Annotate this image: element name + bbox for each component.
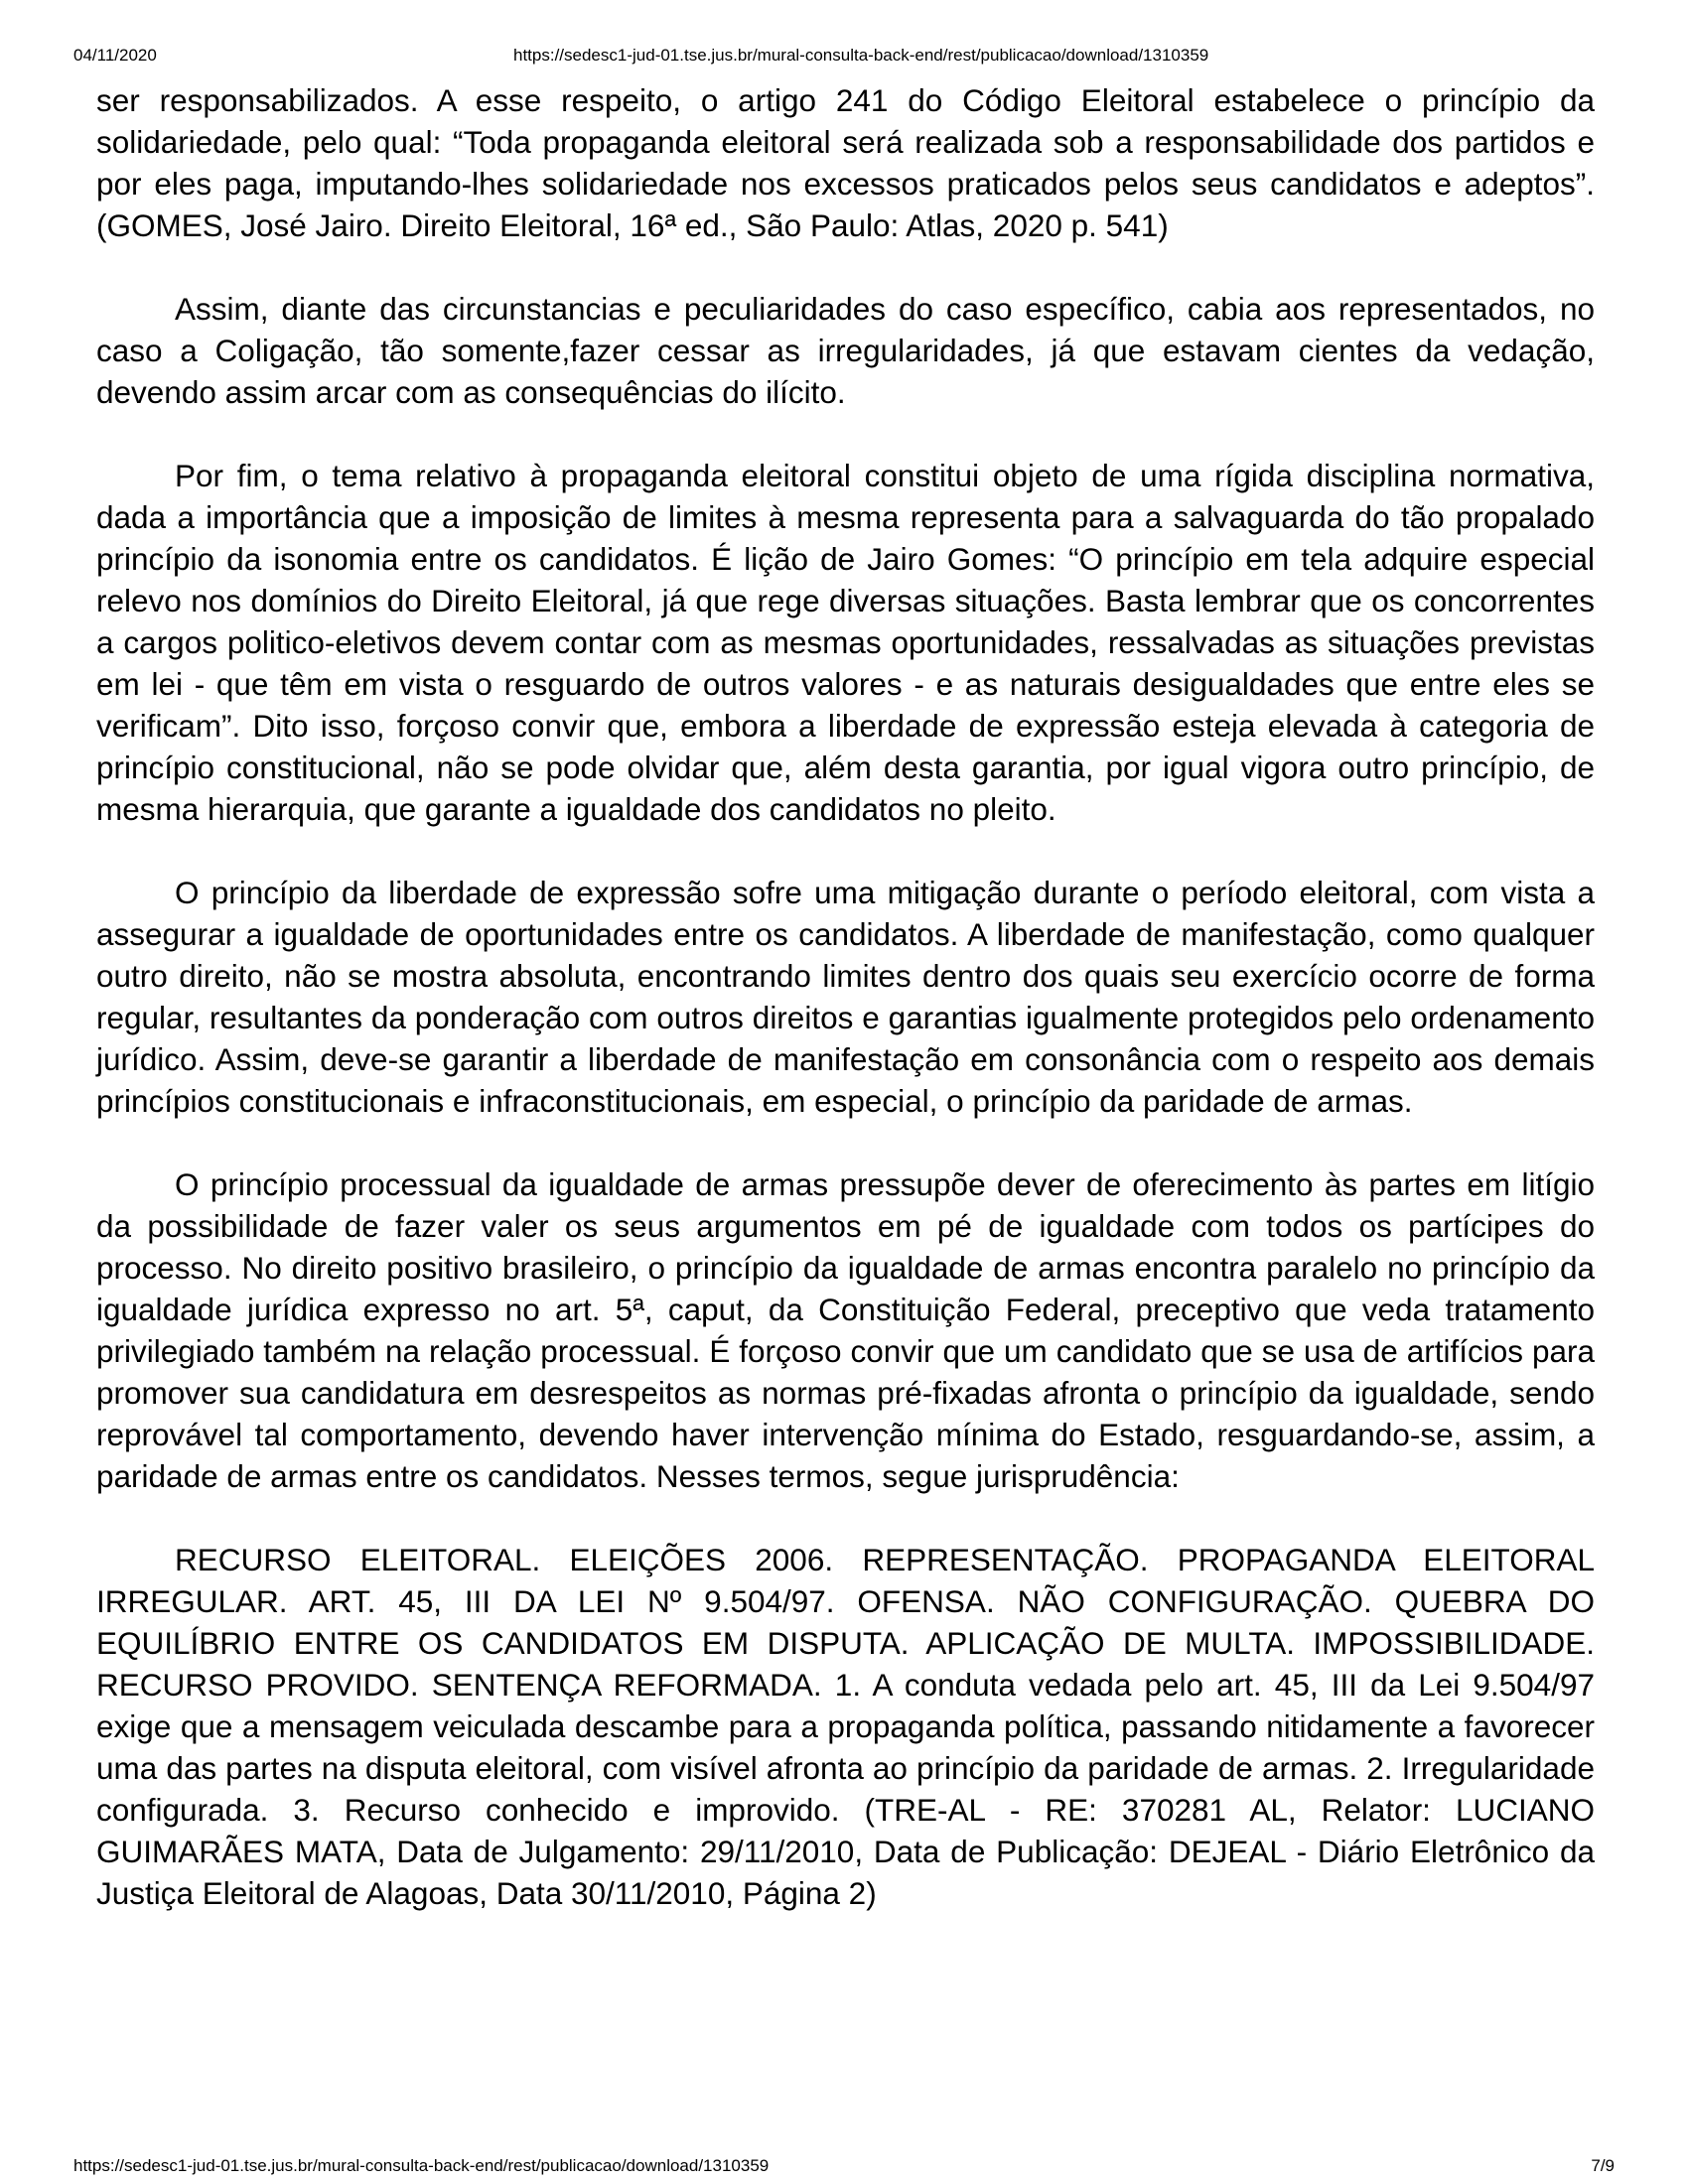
paragraph-liberdade-expressao: O princípio da liberdade de expressão sofre uma mitigação durante o período eleitoral, com vista a assegurar a igualdade de oportunidades entre os candidatos. A liberdade de manifestação, como qualquer outro direito, não se mostra absoluta, encontrando limites dentro dos quais seu exercício ocorre de forma regular, resultantes da ponderação com outros direitos e garantias igualmente protegidos pelo ordenamento jurídico. Assim, deve-se garantir a liberdade de manifestação em consonância com o respeito aos demais princípios constitucionais e infraconstitucionais, em especial, o princípio da paridade de armas. <box>96 875 1595 1119</box>
paragraph-responsabilidade: ser responsabilizados. A esse respeito, o artigo 241 do Código Eleitoral estabelece o princípio da solidariedade, pelo qual: “Toda propaganda eleitoral será realizada sob a responsabilidade dos partidos e por eles paga, imputando-lhes solidariedade nos excessos praticados pelos seus candidatos e adeptos”. (GOMES, José Jairo. Direito Eleitoral, 16ª ed., São Paulo: Atlas, 2020 p. 541) <box>96 82 1595 243</box>
paragraph-jurisprudencia: RECURSO ELEITORAL. ELEIÇÕES 2006. REPRESENTAÇÃO. PROPAGANDA ELEITORAL IRREGULAR. ART. 45, III DA LEI Nº 9.504/97. OFENSA. NÃO CONFIGURAÇÃO. QUEBRA DO EQUILÍBRIO ENTRE OS CANDIDATOS EM DISPUTA. APLICAÇÃO DE MULTA. IMPOSSIBILIDADE. RECURSO PROVIDO. SENTENÇA REFORMADA. 1. A conduta vedada pelo art. 45, III da Lei 9.504/97 exige que a mensagem veiculada descambe para a propaganda política, passando nitidamente a favorecer uma das partes na disputa eleitoral, com visível afronta ao princípio da paridade de armas. 2. Irregularidade configurada. 3. Recurso conhecido e improvido. (TRE-AL - RE: 370281 AL, Relator: LUCIANO GUIMARÃES MATA, Data de Julgamento: 29/11/2010, Data de Publicação: DEJEAL - Diário Eletrônico da Justiça Eleitoral de Alagoas, Data 30/11/2010, Página 2) <box>96 1542 1595 1911</box>
print-header-url: https://sedesc1-jud-01.tse.jus.br/mural-consulta-back-end/rest/publicacao/download/1310359 <box>513 46 1209 65</box>
print-footer <box>73 2154 1615 2178</box>
print-footer-url: https://sedesc1-jud-01.tse.jus.br/mural-consulta-back-end/rest/publicacao/download/1310359 <box>73 2156 770 2175</box>
paragraph-igualdade-armas: O princípio processual da igualdade de armas pressupõe dever de oferecimento às partes em litígio da possibilidade de fazer valer os seus argumentos em pé de igualdade com todos os partícipes do processo. No direito positivo brasileiro, o princípio da igualdade de armas encontra paralelo no princípio da igualdade jurídica expresso no art. 5ª, caput, da Constituição Federal, preceptivo que veda tratamento privilegiado também na relação processual. É forçoso convir que um candidato que se usa de artifícios para promover sua candidatura em desrespeitos as normas pré-fixadas afronta o princípio da igualdade, sendo reprovável tal comportamento, devendo haver intervenção mínima do Estado, resguardando-se, assim, a paridade de armas entre os candidatos. Nesses termos, segue jurisprudência: <box>96 1166 1595 1494</box>
print-header <box>73 44 1615 68</box>
document-body <box>96 79 1595 1956</box>
paragraph-propaganda-eleitoral: Por fim, o tema relativo à propaganda eleitoral constitui objeto de uma rígida disciplina normativa, dada a importância que a imposição de limites à mesma representa para a salvaguarda do tão propalado princípio da isonomia entre os candidatos. É lição de Jairo Gomes: “O princípio em tela adquire especial relevo nos domínios do Direito Eleitoral, já que rege diversas situações. Basta lembrar que os concorrentes a cargos politico-eletivos devem contar com as mesmas oportunidades, ressalvadas as situações previstas em lei - que têm em vista o resguardo de outros valores - e as naturais desigualdades que entre eles se verificam”. Dito isso, forçoso convir que, embora a liberdade de expressão esteja elevada à categoria de princípio constitucional, não se pode olvidar que, além desta garantia, por igual vigora outro princípio, de mesma hierarquia, que garante a igualdade dos candidatos no pleito. <box>96 458 1595 827</box>
paragraph-circunstancias: Assim, diante das circunstancias e peculiaridades do caso específico, cabia aos representados, no caso a Coligação, tão somente,fazer cessar as irregularidades, já que estavam cientes da vedação, devendo assim arcar com as consequências do ilícito. <box>96 291 1595 410</box>
print-date: 04/11/2020 <box>73 46 157 65</box>
page-number: 7/9 <box>1591 2156 1615 2175</box>
